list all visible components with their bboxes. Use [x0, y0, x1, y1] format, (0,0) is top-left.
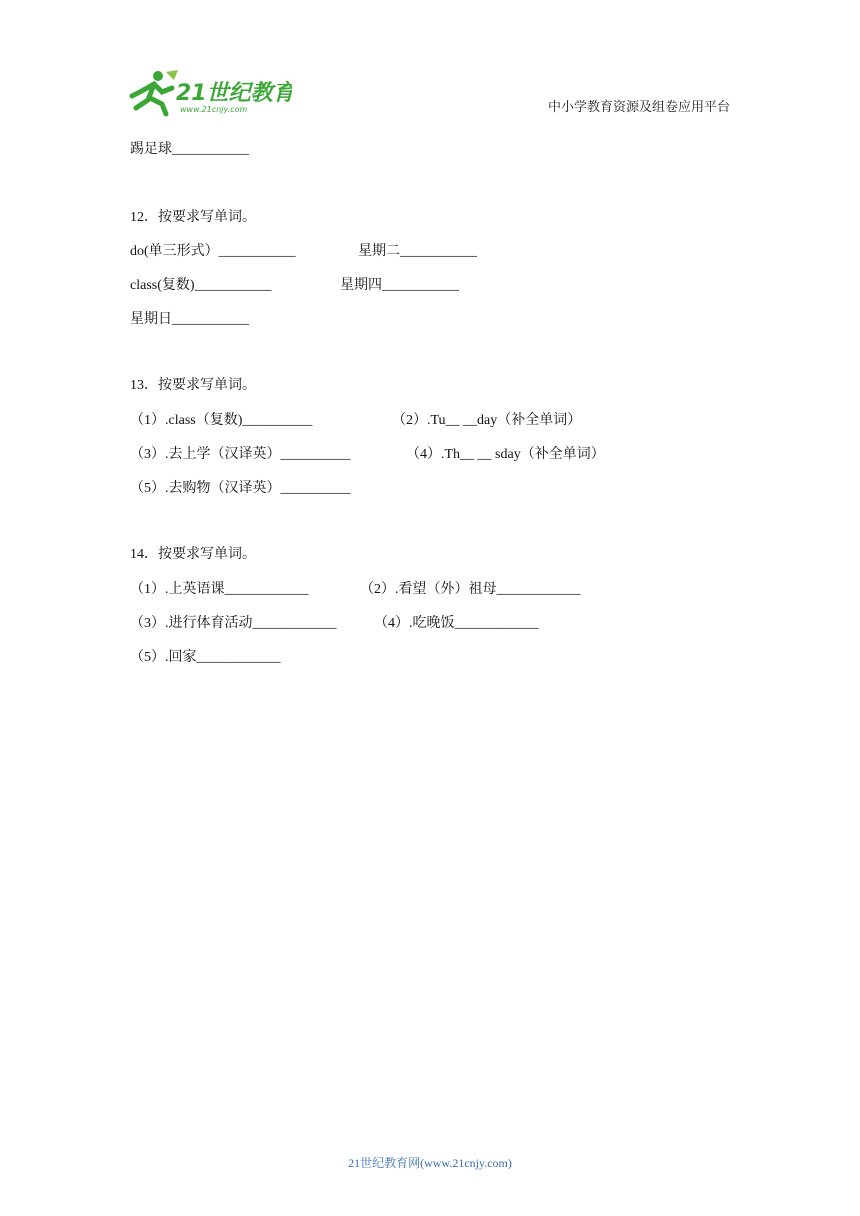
q14-item-4: （4）.吃晚饭____________: [374, 616, 539, 631]
q13-item-2: （2）.Tu__ __day（补全单词）: [392, 413, 582, 428]
site-logo: [122, 68, 292, 118]
logo-text: 21世纪教育: [176, 81, 292, 106]
q14-item-1: （1）.上英语课____________: [130, 582, 309, 597]
q14-item-2: （2）.看望（外）祖母____________: [360, 582, 581, 597]
q13-item-5: （5）.去购物（汉译英）__________: [130, 481, 351, 496]
header-tagline: 中小学教育资源及组卷应用平台: [547, 99, 730, 114]
q13-item-1: （1）.class（复数)__________: [130, 413, 313, 428]
q14-item-3: （3）.进行体育活动____________: [130, 616, 337, 631]
q13-item-3: （3）.去上学（汉译英）__________: [130, 447, 351, 462]
q12-item-c: class(复数)___________: [130, 278, 272, 293]
q14-item-5: （5）.回家____________: [130, 650, 281, 665]
footer-link[interactable]: 21世纪教育网(www.21cnjy.com): [348, 1156, 512, 1170]
item-play-football: 踢足球___________: [130, 142, 249, 157]
q12-item-b: 星期二___________: [358, 244, 477, 259]
q12-item-d: 星期四___________: [340, 278, 459, 293]
q13-item-4: （4）.Th__ __ sday（补全单词）: [406, 447, 605, 462]
q12-title: 12．按要求写单词。: [130, 210, 256, 225]
logo-url: www.21cnjy.com: [180, 105, 248, 114]
runner-logo-icon: [122, 68, 292, 118]
q12-item-a: do(单三形式）___________: [130, 244, 296, 259]
q12-item-e: 星期日___________: [130, 312, 249, 327]
q14-title: 14．按要求写单词。: [130, 547, 256, 562]
q13-title: 13．按要求写单词。: [130, 378, 256, 393]
